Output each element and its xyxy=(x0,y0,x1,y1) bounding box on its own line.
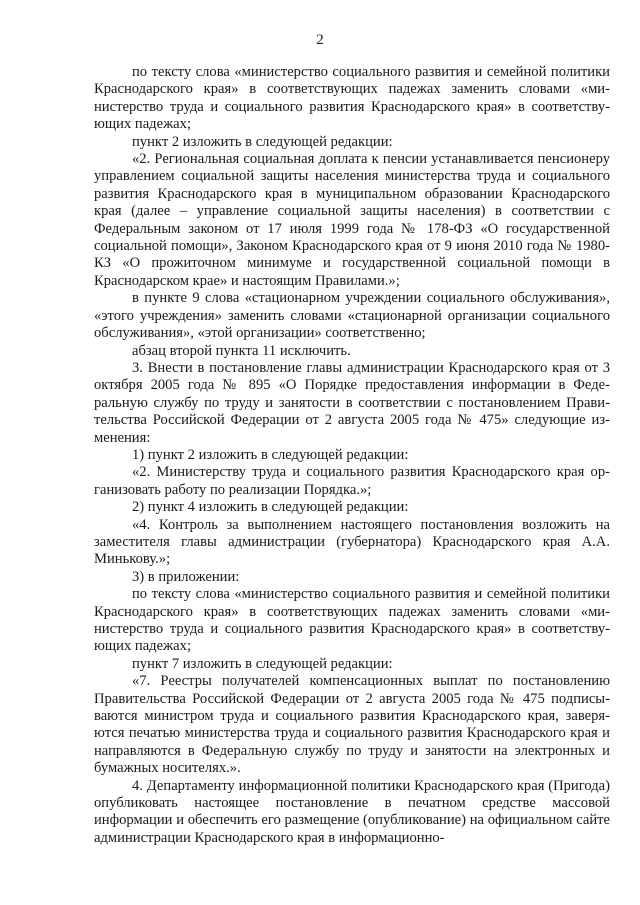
paragraph: 3. Внести в постановление главы администрации Краснодарского края от 3 октября 2005 года № 895 «О Порядке предоставления информации в Федеральную службу по труду и занятости в соответствии с постановлением Правительства Российской Федерации от 2 августа 2005 года № 475» следующие изменения: xyxy=(94,359,610,446)
paragraph: пункт 2 изложить в следующей редакции: xyxy=(132,133,393,150)
paragraph: пункт 7 изложить в следующей редакции: xyxy=(132,655,393,672)
paragraph: «4. Контроль за выполнением настоящего постановления возложить на заместителя главы администрации (губернатора) Краснодарского края А.А. Минькову.»; xyxy=(94,516,610,568)
paragraph: «7. Реестры получателей компенсационных выплат по постановлению Правительства Российской Федерации от 2 августа 2005 года № 475 подписываются министром труда и социального развития Краснодарского края, заверяются печатью министерства труда и социального развития Краснодарского края и направляются в Федеральную службу по труду и занятости на электронных и бумажных носителях.». xyxy=(94,673,610,777)
paragraph: в пункте 9 слова «стационарном учреждении социального обслуживания», «этого учреждения» заменить словами «стационарной организации социального обслуживания», «этой организации» соответственно; xyxy=(94,290,610,342)
paragraph: по тексту слова «министерство социального развития и семейной политики Краснодарского края» в соответствующих падежах заменить словами «министерство труда и социального развития Краснодарского края» в соответствующих падежах; xyxy=(94,586,610,655)
paragraph: по тексту слова «министерство социального развития и семейной политики Краснодарского края» в соответствующих падежах заменить словами «министерство труда и социального развития Краснодарского края» в соответствующих падежах; xyxy=(94,64,610,133)
paragraph: 4. Департаменту информационной политики Краснодарского края (Пригода) опубликовать настоящее постановление в печатном средстве массовой информации и обеспечить его размещение (опубликование) на официальном сайте администрации Краснодарского края в информационно- xyxy=(94,777,610,846)
body-text xyxy=(94,64,610,847)
paragraph: абзац второй пункта 11 исключить. xyxy=(132,342,351,359)
paragraph: 3) в приложении: xyxy=(132,568,240,585)
page-number: 2 xyxy=(316,32,324,48)
paragraph: 1) пункт 2 изложить в следующей редакции: xyxy=(132,446,409,463)
paragraph: «2. Министерству труда и социального развития Краснодарского края организовать работу по реализации Порядка.»; xyxy=(94,464,610,498)
paragraph: 2) пункт 4 изложить в следующей редакции: xyxy=(132,499,409,516)
paragraph: «2. Региональная социальная доплата к пенсии устанавливается пенсионеру управлением социальной защиты населения министерства труда и социального развития Краснодарского края в муниципальном образовании Краснодарского края (далее – управление социальной защиты населения) в соответствии с Федеральным законом от 17 июля 1999 года № 178-ФЗ «О государственной социальной помощи», Законом Краснодарского края от 9 июня 2010 года № 1980-КЗ «О прожиточном минимуме и государственной социальной помощи в Краснодарском крае» и настоящим Правилами.»; xyxy=(94,151,610,289)
